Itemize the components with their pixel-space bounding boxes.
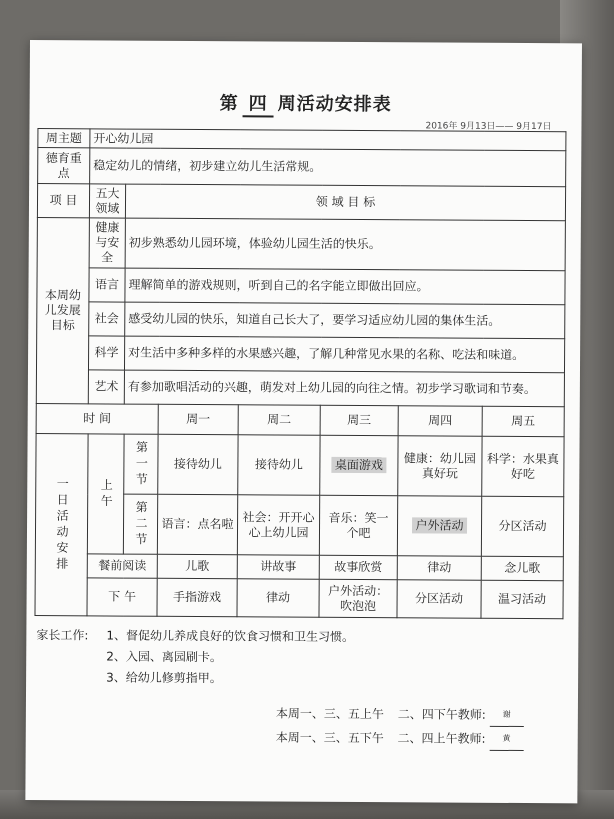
moral-row — [38, 148, 566, 187]
goal-row — [37, 268, 565, 305]
title-suffix: 周活动安排表 — [277, 93, 392, 116]
area-goal: 初步熟悉幼儿园环境，体验幼儿园生活的快乐。 — [125, 218, 565, 271]
date-range: 2016年 9月13日—— 9月17日 — [425, 121, 552, 133]
afternoon-cell: 户外活动：吹泡泡 — [319, 579, 397, 617]
theme-value: 开心幼儿园 — [90, 129, 566, 151]
morning-label: 上午 — [87, 434, 124, 554]
period2-label: 第二节 — [123, 494, 157, 554]
goal-row — [36, 370, 564, 407]
reading-cell: 故事欣赏 — [319, 555, 397, 579]
area-goal: 有参加歌唱活动的兴趣，萌发对上幼儿园的向往之情。初步学习歌词和节奏。 — [124, 370, 564, 407]
weekly-goals-label: 本周幼儿发展目标 — [36, 218, 89, 404]
moral-value: 稳定幼儿的情绪，初步建立幼儿生活常规。 — [90, 148, 566, 187]
signature-line2-right: 二、四上午教师: — [397, 731, 486, 746]
reading-cell: 律动 — [397, 556, 481, 581]
areas-header: 五大领域 — [89, 184, 125, 218]
parents-item: 1、督促幼儿养成良好的饮食习惯和卫生习惯。 — [106, 628, 355, 644]
area-name: 艺术 — [88, 370, 124, 404]
theme-label: 周主题 — [38, 129, 90, 148]
period1-highlight: 桌面游戏 — [332, 457, 386, 473]
afternoon-cell: 手指游戏 — [157, 578, 237, 616]
area-name: 社会 — [89, 302, 125, 336]
reading-row — [35, 554, 563, 581]
goal-row — [36, 336, 564, 373]
area-name: 科学 — [88, 336, 124, 370]
period1-cell: 科学：水果真好吃 — [482, 436, 564, 496]
period2-highlight: 户外活动 — [412, 517, 466, 533]
moral-label: 德育重点 — [38, 148, 90, 184]
week-number: 四 — [243, 89, 274, 117]
goal-row — [37, 302, 565, 339]
reading-cell: 儿歌 — [157, 554, 237, 578]
period1-row — [36, 434, 564, 497]
period1-cell — [320, 435, 398, 495]
afternoon-label: 下 午 — [87, 578, 157, 616]
reading-cell: 讲故事 — [237, 555, 319, 580]
teacher-signatures — [276, 702, 524, 752]
afternoon-row — [35, 578, 563, 619]
goals-header-row — [37, 184, 565, 221]
page-title — [30, 88, 582, 119]
daily-activities-label: 一日活动安排 — [35, 434, 88, 616]
day-header: 周一 — [158, 404, 238, 434]
afternoon-cell: 温习活动 — [481, 580, 563, 619]
target-header: 领 域 目 标 — [125, 184, 565, 221]
period1-label: 第一节 — [124, 434, 158, 494]
period1-cell: 接待幼儿 — [238, 435, 320, 495]
day-header: 周三 — [320, 405, 398, 435]
period1-cell: 健康：幼儿园真好玩 — [398, 436, 482, 497]
area-goal: 感受幼儿园的快乐，知道自己长大了，要学习适应幼儿园的集体生活。 — [125, 302, 565, 339]
area-name: 语言 — [89, 268, 125, 302]
afternoon-cell: 律动 — [237, 579, 319, 618]
day-header: 周五 — [482, 406, 564, 437]
period2-cell — [397, 496, 481, 557]
signature-name-2: 黄 — [489, 727, 523, 751]
parents-label: 家长工作: — [36, 628, 89, 643]
title-prefix: 第 — [219, 93, 239, 115]
days-header-row — [36, 404, 564, 437]
signature-line1-right: 二、四下午教师: — [397, 707, 486, 722]
area-goal: 对生活中多种多样的水果感兴趣，了解几种常见水果的名称、吃法和味道。 — [124, 336, 564, 373]
reading-label: 餐前阅读 — [87, 554, 157, 578]
area-goal: 理解简单的游戏规则，听到自己的名字能立即做出回应。 — [125, 268, 565, 305]
day-header: 周二 — [238, 405, 320, 436]
schedule-table — [34, 128, 566, 619]
time-label: 时 间 — [36, 404, 158, 435]
signature-line2-left: 本周一、三、五下午 — [275, 730, 384, 746]
period2-cell: 分区活动 — [481, 496, 563, 556]
parents-item: 2、入园、离园刷卡。 — [106, 649, 222, 665]
reading-cell: 念儿歌 — [481, 556, 563, 581]
signature-name-1: 谢 — [490, 703, 524, 727]
schedule-paper — [25, 40, 582, 803]
period2-cell: 音乐：笑一个吧 — [319, 495, 397, 555]
day-header: 周四 — [398, 406, 482, 437]
period1-cell: 接待幼儿 — [158, 434, 238, 494]
period2-cell: 语言：点名啦 — [157, 494, 237, 554]
parents-item: 3、给幼儿修剪指甲。 — [106, 670, 222, 686]
item-header: 项 目 — [37, 184, 89, 218]
afternoon-cell: 分区活动 — [397, 580, 481, 619]
period2-cell: 社会：开开心心上幼儿园 — [237, 495, 319, 555]
signature-line1-left: 本周一、三、五上午 — [275, 706, 384, 722]
goal-row — [37, 218, 565, 271]
parents-work — [36, 625, 556, 691]
area-name: 健康与安全 — [89, 218, 125, 268]
